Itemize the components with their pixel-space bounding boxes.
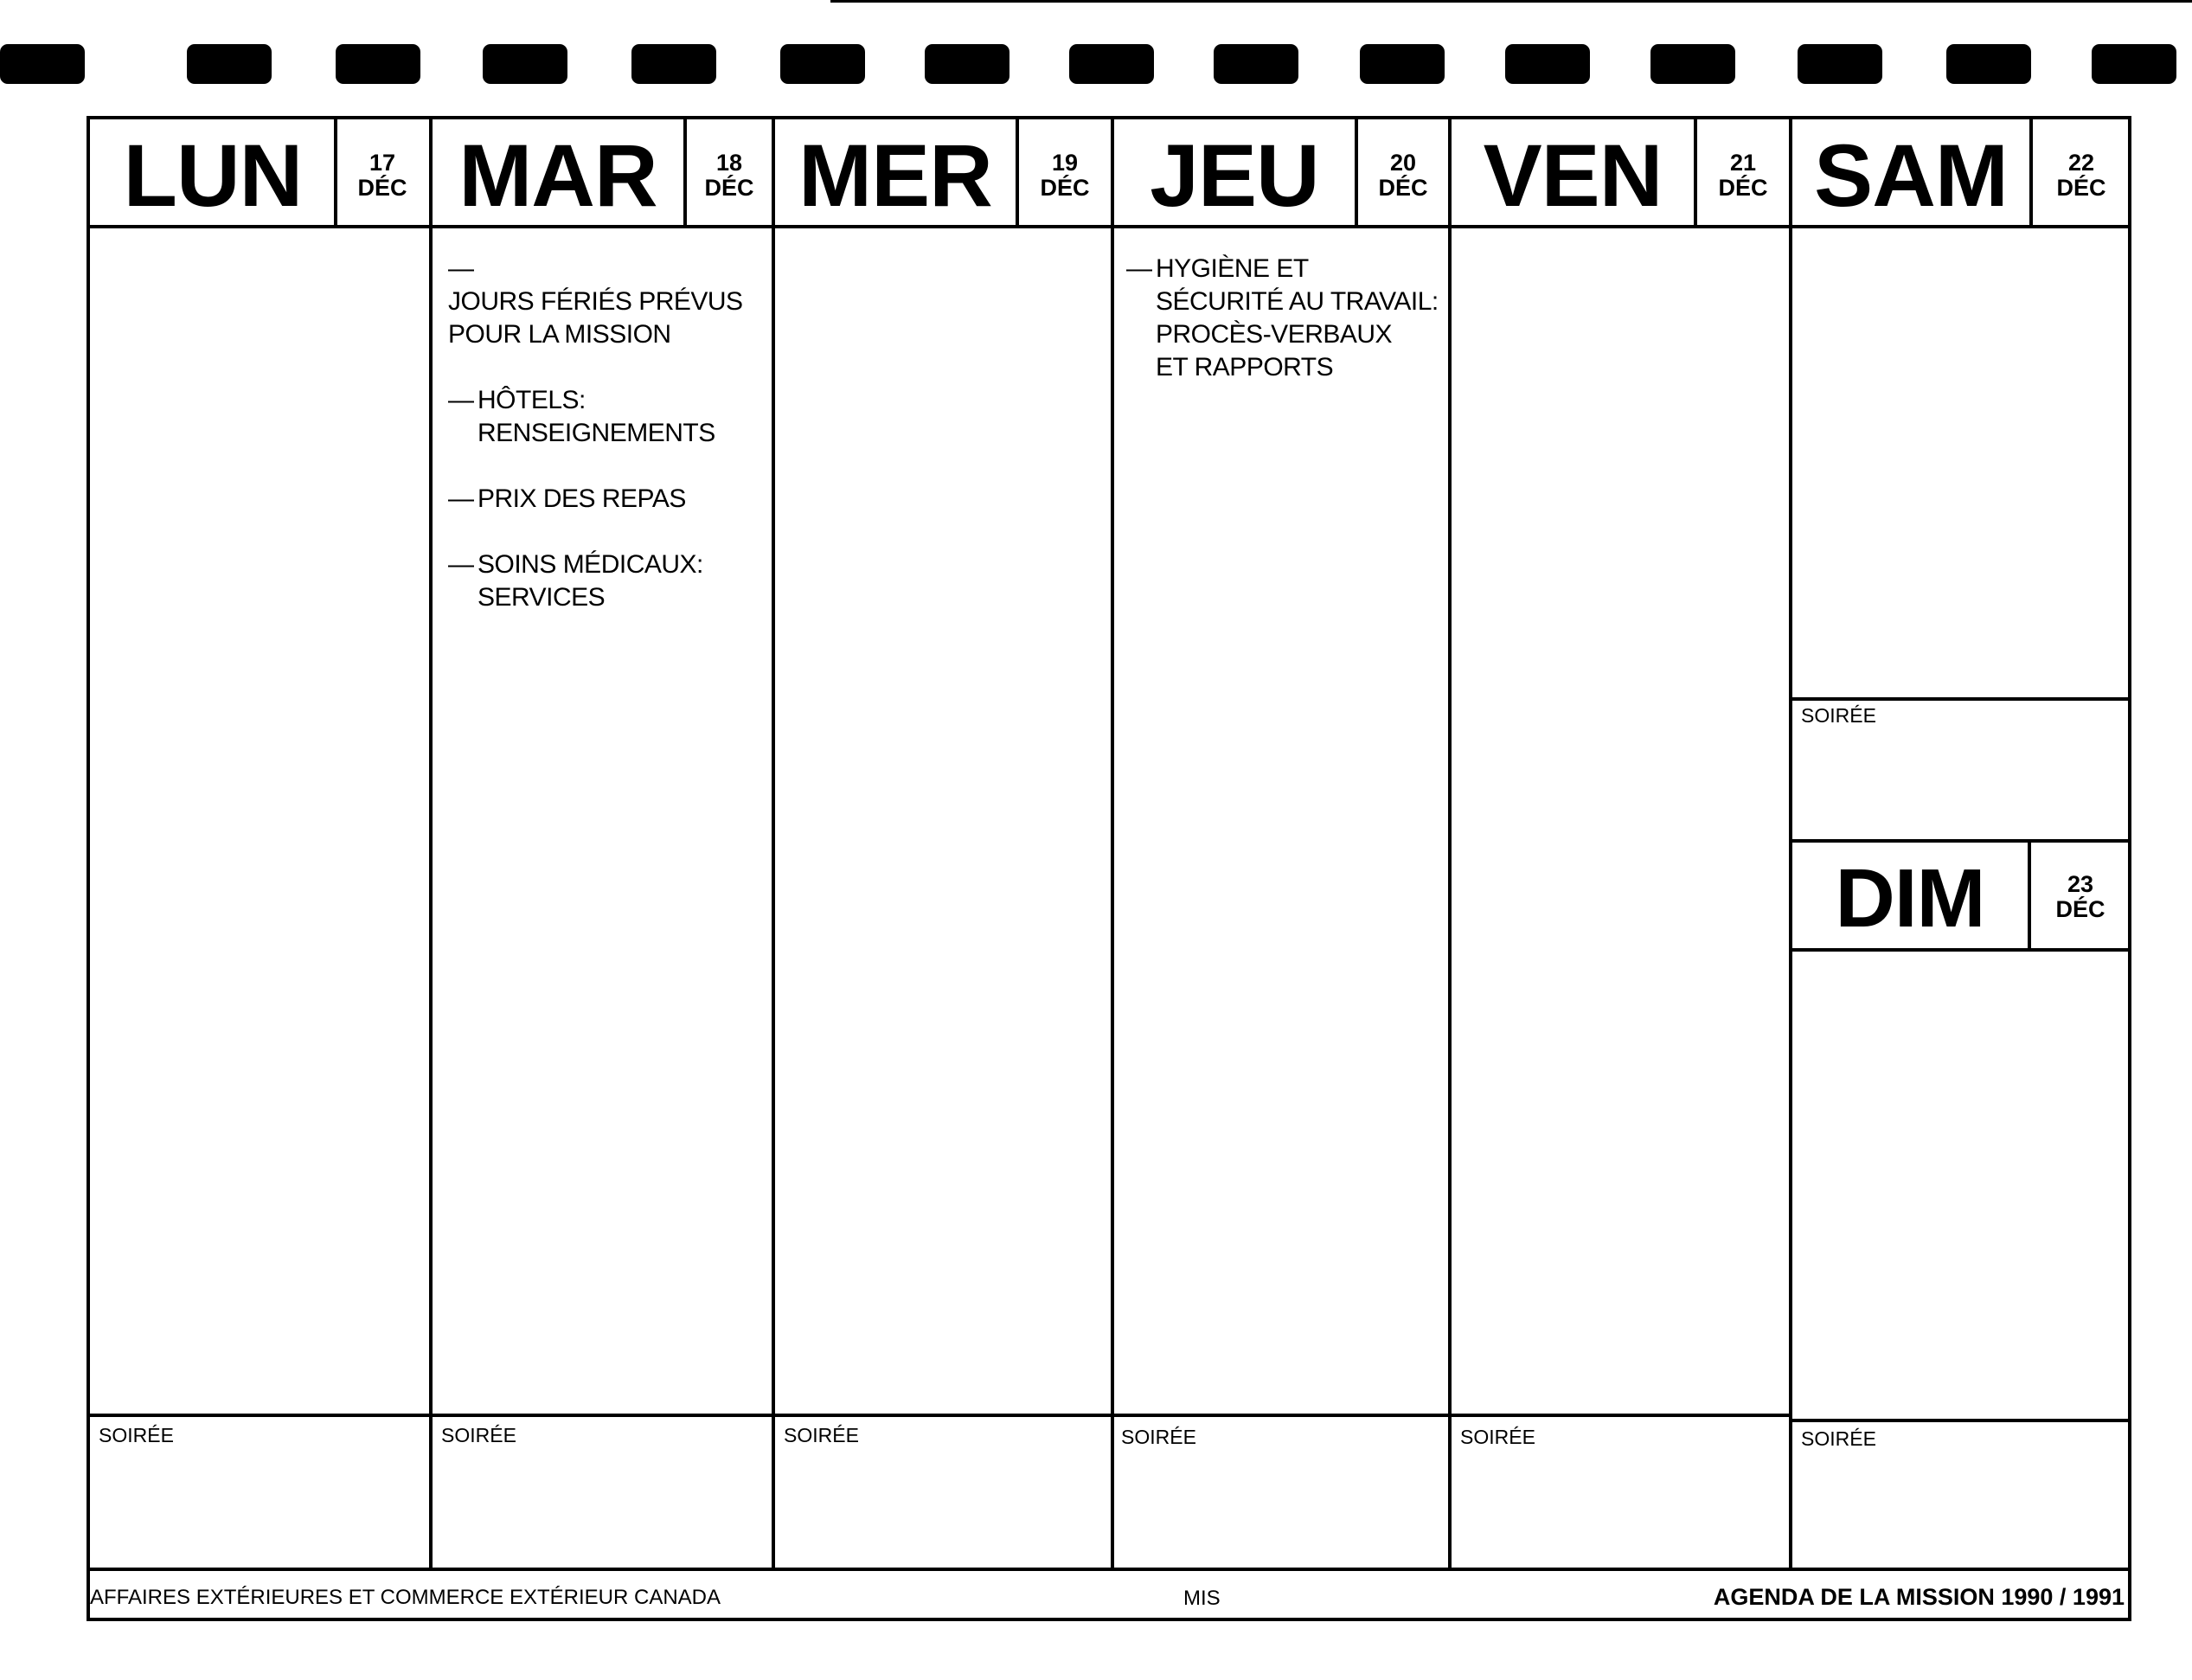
evening-label-sunday: SOIRÉE <box>1801 1427 1876 1450</box>
top-edge-rule <box>830 0 2192 3</box>
day-name-wednesday: MER <box>798 126 992 225</box>
column-separator <box>1111 116 1114 1569</box>
date-month: DÉC <box>357 175 407 201</box>
sunday-evening-divider <box>1789 1419 2131 1422</box>
binder-hole <box>1360 44 1445 84</box>
date-saturday <box>2035 151 2128 201</box>
date-number: 19 <box>1051 150 1079 176</box>
saturday-evening-divider <box>1789 697 2131 701</box>
date-box-separator <box>334 116 337 227</box>
column-separator <box>772 116 775 1569</box>
date-month: DÉC <box>1378 175 1428 201</box>
sunday-header-top <box>1789 839 2131 843</box>
date-monday <box>339 151 426 201</box>
list-item: — PRIX DES REPAS <box>448 484 686 513</box>
evening-label-monday: SOIRÉE <box>99 1424 174 1446</box>
binder-hole <box>631 44 716 84</box>
evening-divider <box>87 1414 1792 1417</box>
date-box-separator <box>2029 116 2033 227</box>
day-name-monday: LUN <box>123 126 303 225</box>
day-name-saturday: SAM <box>1814 126 2008 225</box>
date-tuesday <box>689 151 770 201</box>
date-number: 23 <box>2067 871 2094 897</box>
day-name-thursday: JEU <box>1150 126 1319 225</box>
binder-hole <box>187 44 272 84</box>
date-thursday <box>1360 151 1446 201</box>
list-item: — HÔTELS: RENSEIGNEMENTS <box>448 386 715 447</box>
binder-hole <box>925 44 1009 84</box>
date-sunday <box>2033 872 2128 922</box>
list-item: — HYGIÈNE ET SÉCURITÉ AU TRAVAIL: PROCÈS-VERBAUX ET RAPPORTS <box>1126 254 1439 382</box>
date-month: DÉC <box>1718 175 1768 201</box>
date-number: 18 <box>715 150 743 176</box>
binder-hole <box>1505 44 1590 84</box>
date-wednesday <box>1021 151 1109 201</box>
date-box-separator <box>1016 116 1019 227</box>
binder-hole <box>1650 44 1735 84</box>
evening-label-wednesday: SOIRÉE <box>784 1424 859 1446</box>
day-name-tuesday: MAR <box>458 126 657 225</box>
date-box-separator <box>683 116 687 227</box>
footer-divider <box>87 1568 2131 1571</box>
binder-hole <box>2092 44 2176 84</box>
date-box-separator <box>2028 839 2031 950</box>
binder-hole <box>780 44 865 84</box>
day-name-friday: VEN <box>1483 126 1663 225</box>
list-item: — SOINS MÉDICAUX: SERVICES <box>448 550 703 612</box>
binder-hole <box>1946 44 2031 84</box>
tuesday-notes <box>448 253 760 647</box>
binder-hole <box>1069 44 1154 84</box>
date-number: 17 <box>369 150 396 176</box>
date-number: 22 <box>2067 150 2095 176</box>
evening-label-friday: SOIRÉE <box>1460 1426 1535 1448</box>
date-number: 21 <box>1729 150 1757 176</box>
column-separator <box>429 116 433 1569</box>
date-month: DÉC <box>704 175 754 201</box>
date-month: DÉC <box>1040 175 1090 201</box>
date-number: 20 <box>1389 150 1417 176</box>
evening-label-saturday: SOIRÉE <box>1801 704 1876 727</box>
footer-title: AGENDA DE LA MISSION 1990 / 1991 <box>1713 1584 2125 1610</box>
footer-code: MIS <box>1183 1587 1221 1610</box>
day-name-sunday: DIM <box>1835 852 1985 945</box>
list-item: —JOURS FÉRIÉS PRÉVUS POUR LA MISSION <box>448 254 743 349</box>
sunday-header-bottom <box>1789 948 2131 952</box>
date-box-separator <box>1694 116 1697 227</box>
header-divider <box>87 225 2131 228</box>
binder-hole <box>336 44 420 84</box>
binder-hole <box>1798 44 1882 84</box>
binder-hole <box>1214 44 1298 84</box>
date-box-separator <box>1355 116 1358 227</box>
date-month: DÉC <box>2055 896 2105 922</box>
column-separator <box>1448 116 1452 1569</box>
evening-label-tuesday: SOIRÉE <box>441 1424 516 1446</box>
binder-hole <box>0 44 85 84</box>
footer-department: AFFAIRES EXTÉRIEURES ET COMMERCE EXTÉRIEUR CANADA <box>90 1586 721 1609</box>
thursday-notes <box>1126 253 1446 417</box>
date-friday <box>1699 151 1787 201</box>
binder-hole <box>483 44 567 84</box>
evening-label-thursday: SOIRÉE <box>1121 1426 1196 1448</box>
date-month: DÉC <box>2056 175 2106 201</box>
column-separator <box>1789 116 1792 1569</box>
